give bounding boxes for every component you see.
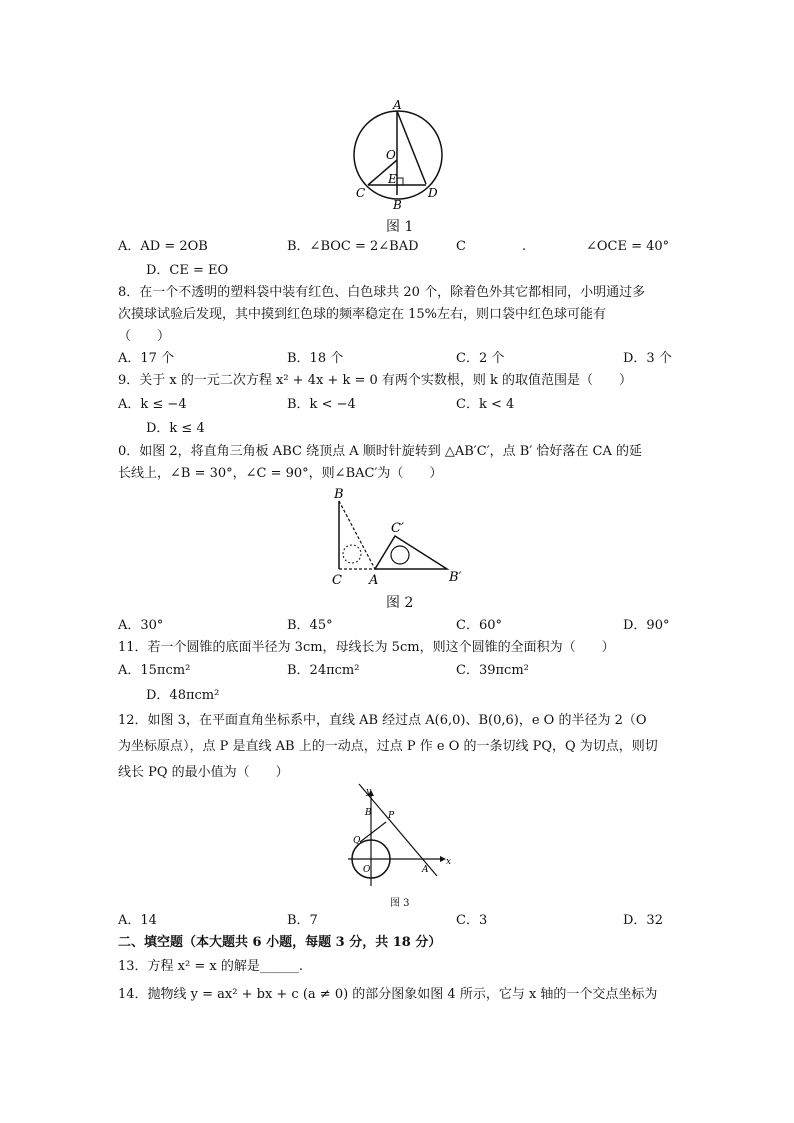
q11-option-d: D．48πcm²: [146, 688, 220, 703]
fig2-hole-2: [391, 546, 409, 564]
q8-line-2: 次摸球试验后发现，其中摸到红色球的频率稳定在 15%左右，则口袋中红色球可能有: [118, 307, 607, 322]
q11-option-b: B．24πcm²: [287, 663, 360, 678]
fig1-label-D: D: [428, 186, 438, 200]
fig3-label-x: x: [446, 857, 452, 867]
q12-line-3: 线长 PQ 的最小值为（ ）: [118, 765, 289, 780]
figure-2: [325, 486, 475, 590]
fig1-label-O: O: [386, 148, 396, 162]
fig2-label-C: C: [332, 573, 342, 588]
q12-line-1: 12．如图 3，在平面直角坐标系中，直线 AB 经过点 A(6,0)、B(0,6)，e O 的半径为 2（O: [118, 713, 647, 728]
q12-option-a: A．14: [118, 913, 157, 928]
fig2-label-B-prime: B′: [449, 570, 462, 585]
q11-option-a: A．15πcm²: [118, 663, 191, 678]
fig1-caption: 图 1: [386, 219, 414, 235]
fig2-hole-1: [343, 545, 361, 563]
q9-option-d: D．k ≤ 4: [146, 421, 205, 436]
q10-line-1: 0．如图 2，将直角三角板 ABC 绕顶点 A 顺时针旋转到 △AB′C′，点 B′ 恰好落在 CA 的延: [118, 444, 643, 459]
fig1-label-C: C: [356, 186, 366, 200]
q11-option-c: C．39πcm²: [456, 663, 529, 678]
q8-option-b: B．18 个: [287, 351, 344, 366]
q12-line-2: 为坐标原点），点 P 是直线 AB 上的一动点，过点 P 作 e O 的一条切线 PQ，Q 为切点，则切: [118, 739, 658, 754]
q10-option-a: A．30°: [118, 618, 164, 633]
fig2-triangle-AB'C': [375, 536, 447, 569]
fig2-label-B: B: [334, 487, 344, 502]
fig3-label-y: y: [366, 787, 372, 797]
fig3-tangent-PQ: [360, 822, 386, 842]
fig1-label-E: E: [388, 172, 397, 186]
q8-option-c: C．2 个: [456, 351, 505, 366]
q7-option-c-dot: .: [522, 239, 527, 254]
q9-option-a: A．k ≤ −4: [118, 397, 187, 412]
figure-3: [340, 782, 460, 894]
q8-line-3: （ ）: [118, 329, 171, 344]
q7-option-c: C: [456, 239, 466, 254]
fig3-label-O: O: [363, 865, 371, 875]
q9-option-b: B．k < −4: [287, 397, 356, 412]
fig1-label-B: B: [393, 198, 402, 212]
q8-option-d: D．3 个: [623, 351, 672, 366]
q7-option-d: D．CE = EO: [146, 263, 229, 278]
q12-option-d: D．32: [623, 913, 663, 928]
q7-option-c-text: ∠OCE = 40°: [586, 239, 670, 254]
fig1-label-A: A: [393, 98, 402, 112]
fig3-label-B: B: [365, 808, 372, 818]
q10-option-b: B．45°: [287, 618, 333, 633]
q8-option-a: A．17 个: [118, 351, 175, 366]
q7-option-b: B．∠BOC = 2∠BAD: [287, 239, 419, 254]
q9-line-1: 9．关于 x 的一元二次方程 x² + 4x + k = 0 有两个实数根，则 k 的取值范围是（ ）: [118, 373, 633, 388]
fig2-caption: 图 2: [386, 595, 414, 611]
fig3-label-Q: Q: [353, 836, 361, 846]
fig1-line-AD: [397, 111, 426, 184]
q8-line-1: 8．在一个不透明的塑料袋中装有红色、白色球共 20 个，除着色外其它都相同，小明通过多: [118, 285, 646, 300]
fig3-label-A: A: [422, 865, 429, 875]
q7-option-a: A．AD = 2OB: [118, 239, 208, 254]
q10-option-c: C．60°: [456, 618, 502, 633]
q11-line-1: 11．若一个圆锥的底面半径为 3cm，母线长为 5cm，则这个圆锥的全面积为（ ）: [118, 640, 615, 655]
fig2-label-C-prime: C′: [391, 521, 404, 536]
fig2-label-A: A: [369, 573, 379, 588]
q12-option-b: B．7: [287, 913, 318, 928]
fig3-label-P: P: [388, 811, 395, 821]
fig3-caption: 图 3: [390, 898, 410, 909]
figure-1: [340, 98, 460, 216]
section-2-title: 二、填空题（本大题共 6 小题，每题 3 分，共 18 分）: [118, 935, 442, 950]
q12-option-c: C．3: [456, 913, 488, 928]
q10-line-2: 长线上，∠B = 30°，∠C = 90°，则∠BAC′为（ ）: [118, 466, 443, 481]
q9-option-c: C．k < 4: [456, 397, 515, 412]
fig1-right-angle: [397, 178, 403, 185]
q13-line-1: 13．方程 x² = x 的解是______.: [118, 959, 303, 974]
fig2-line-BA-dashed: [339, 501, 375, 569]
q14-line-1: 14．抛物线 y = ax² + bx + c (a ≠ 0) 的部分图象如图 4 所示，它与 x 轴的一个交点坐标为: [118, 987, 658, 1002]
q10-option-d: D．90°: [623, 618, 670, 633]
